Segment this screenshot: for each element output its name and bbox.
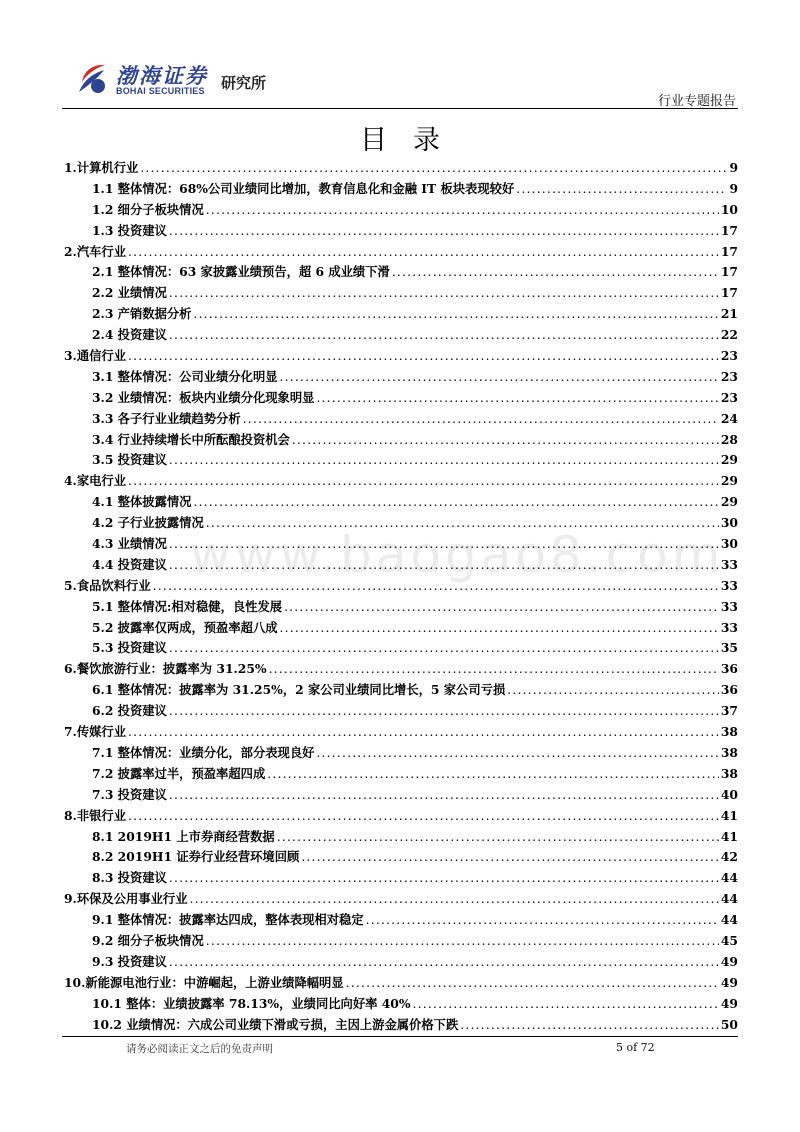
watermark: www.baogao8.com (190, 526, 725, 584)
toc-entry-page: 29 (720, 452, 738, 468)
toc-dot-leader (284, 597, 719, 618)
toc-entry-page: 30 (720, 536, 738, 552)
toc-entry-page: 10 (720, 201, 738, 217)
toc-section-entry[interactable] (64, 638, 738, 659)
toc-dot-leader (392, 262, 719, 283)
toc-entry-page: 29 (720, 473, 738, 489)
toc-entry-page: 42 (720, 849, 738, 865)
toc-entry-page: 44 (720, 912, 738, 928)
toc-dot-leader (316, 743, 718, 764)
toc-chapter-entry[interactable] (64, 346, 738, 367)
toc-dot-leader (169, 555, 719, 576)
toc-entry-page: 36 (720, 682, 738, 698)
toc-entry-page: 41 (720, 828, 738, 844)
toc-entry-label: 2.1 整体情况：63 家披露业绩预告，超 6 成业绩下滑 (92, 264, 390, 280)
footer-divider (62, 1036, 738, 1037)
toc-entry-label: 1.1 整体情况：68%公司业绩同比增加，教育信息化和金融 IT 板块表现较好 (92, 180, 515, 196)
toc-entry-label: 7.传媒行业 (64, 724, 127, 740)
toc-entry-page: 17 (720, 243, 738, 259)
toc-entry-page: 41 (720, 807, 738, 823)
bohai-logo-icon (76, 62, 108, 96)
toc-entry-label: 4.3 业绩情况 (92, 536, 167, 552)
logo-chinese-name: 渤海证券 (116, 64, 208, 88)
toc-entry-page: 33 (720, 598, 738, 614)
toc-dot-leader (277, 827, 719, 848)
toc-dot-leader (413, 994, 719, 1015)
toc-chapter-entry[interactable] (64, 659, 738, 680)
toc-dot-leader (206, 931, 719, 952)
toc-section-entry[interactable] (64, 680, 738, 701)
toc-dot-leader (193, 492, 718, 513)
toc-section-entry[interactable] (64, 283, 738, 304)
toc-section-entry[interactable] (64, 952, 738, 973)
toc-dot-leader (269, 659, 719, 680)
toc-section-entry[interactable] (64, 764, 738, 785)
toc-dot-leader (206, 513, 719, 534)
page-header (62, 52, 738, 109)
toc-section-entry[interactable] (64, 618, 738, 639)
toc-entry-label: 4.家电行业 (64, 473, 127, 489)
toc-entry-label: 1.计算机行业 (64, 160, 139, 175)
toc-entry-page: 9 (729, 160, 738, 175)
toc-entry-page: 44 (720, 870, 738, 886)
toc-entry-page: 38 (720, 765, 738, 781)
toc-entry-label: 9.2 细分子板块情况 (92, 932, 204, 948)
toc-entry-label: 8.2 2019H1 证券行业经营环境回顾 (92, 849, 300, 865)
toc-section-entry[interactable] (64, 221, 738, 242)
toc-section-entry[interactable] (64, 430, 738, 451)
toc-section-entry[interactable] (64, 179, 738, 200)
toc-dot-leader (346, 973, 719, 994)
toc-entry-page: 38 (720, 724, 738, 740)
toc-section-entry[interactable] (64, 994, 738, 1015)
toc-section-entry[interactable] (64, 847, 738, 868)
toc-entry-label: 2.汽车行业 (64, 243, 127, 259)
toc-entry-label: 1.2 细分子板块情况 (92, 201, 204, 217)
toc-section-entry[interactable] (64, 534, 738, 555)
toc-dot-leader (193, 304, 718, 325)
toc-entry-page: 49 (720, 953, 738, 969)
page-number: 5 of 72 (616, 1041, 655, 1054)
toc-section-entry[interactable] (64, 304, 738, 325)
toc-entry-label: 6.餐饮旅游行业：披露率为 31.25% (64, 661, 267, 677)
toc-entry-page: 17 (720, 285, 738, 301)
toc-chapter-entry[interactable] (64, 973, 738, 994)
toc-entry-page: 23 (720, 389, 738, 405)
toc-entry-page: 21 (720, 306, 738, 322)
toc-chapter-entry[interactable] (64, 242, 738, 263)
toc-dot-leader (280, 618, 719, 639)
toc-entry-label: 3.5 投资建议 (92, 452, 167, 468)
toc-entry-page: 44 (720, 891, 738, 907)
logo-english-name: BOHAI SECURITIES (116, 86, 205, 96)
toc-entry-label: 2.3 产销数据分析 (92, 306, 192, 322)
toc-entry-label: 9.3 投资建议 (92, 953, 167, 969)
toc-entry-label: 7.2 披露率过半，预盈率超四成 (92, 765, 266, 781)
toc-section-entry[interactable] (64, 597, 738, 618)
toc-dot-leader (169, 450, 719, 471)
toc-entry-label: 6.2 投资建议 (92, 703, 167, 719)
toc-entry-label: 4.4 投资建议 (92, 556, 167, 572)
toc-dot-leader (516, 179, 727, 200)
toc-entry-label: 5.2 披露率仅两成，预盈率超八成 (92, 619, 278, 635)
toc-entry-label: 1.3 投资建议 (92, 222, 167, 238)
toc-entry-label: 9.环保及公用事业行业 (64, 891, 188, 907)
toc-entry-page: 30 (720, 515, 738, 531)
toc-entry-page: 36 (720, 661, 738, 677)
toc-dot-leader (169, 221, 719, 242)
toc-entry-page: 29 (720, 494, 738, 510)
toc-section-entry[interactable] (64, 409, 738, 430)
toc-section-entry[interactable] (64, 200, 738, 221)
toc-entry-page: 9 (729, 180, 738, 196)
toc-entry-label: 3.2 业绩情况：板块内业绩分化现象明显 (92, 389, 315, 405)
toc-entry-page: 37 (720, 703, 738, 719)
toc-chapter-entry[interactable] (64, 471, 738, 492)
toc-chapter-entry[interactable] (64, 576, 738, 597)
toc-entry-label: 7.3 投资建议 (92, 786, 167, 802)
toc-section-entry[interactable] (64, 388, 738, 409)
toc-entry-page: 33 (720, 619, 738, 635)
toc-dot-leader (301, 847, 719, 868)
toc-dot-leader (169, 534, 719, 555)
toc-entry-label: 8.1 2019H1 上市券商经营数据 (92, 828, 275, 844)
toc-dot-leader (128, 722, 719, 743)
toc-entry-label: 5.食品饮料行业 (64, 577, 151, 593)
toc-entry-label: 9.1 整体情况：披露率达四成，整体表现相对稳定 (92, 912, 364, 928)
table-of-contents (64, 158, 738, 1035)
toc-section-entry[interactable] (64, 262, 738, 283)
toc-entry-label: 3.通信行业 (64, 348, 127, 364)
toc-dot-leader (128, 806, 719, 827)
toc-entry-label: 8.非银行业 (64, 807, 127, 823)
toc-dot-leader (460, 1015, 719, 1036)
toc-chapter-entry[interactable] (64, 889, 738, 910)
toc-dot-leader (169, 701, 719, 722)
toc-dot-leader (507, 680, 719, 701)
toc-entry-page: 17 (720, 222, 738, 238)
toc-section-entry[interactable] (64, 827, 738, 848)
toc-entry-label: 4.1 整体披露情况 (92, 494, 192, 510)
toc-entry-label: 7.1 整体情况：业绩分化，部分表现良好 (92, 744, 315, 760)
toc-section-entry[interactable] (64, 701, 738, 722)
toc-section-entry[interactable] (64, 367, 738, 388)
toc-entry-label: 5.3 投资建议 (92, 640, 167, 656)
toc-entry-page: 50 (720, 1016, 738, 1032)
toc-dot-leader (128, 471, 719, 492)
toc-dot-leader (169, 868, 719, 889)
toc-entry-label: 6.1 整体情况：披露率为 31.25%，2 家公司业绩同比增长，5 家公司亏损 (92, 682, 506, 698)
toc-entry-page: 49 (720, 995, 738, 1011)
toc-dot-leader (153, 576, 719, 597)
toc-dot-leader (316, 388, 718, 409)
toc-entry-label: 10.2 业绩情况：六成公司业绩下滑或亏损，主因上游金属价格下跌 (92, 1016, 459, 1032)
toc-dot-leader (206, 200, 719, 221)
toc-dot-leader (140, 158, 727, 179)
toc-dot-leader (280, 367, 719, 388)
toc-section-entry[interactable] (64, 555, 738, 576)
toc-chapter-entry[interactable] (64, 722, 738, 743)
toc-entry-page: 33 (720, 577, 738, 593)
toc-chapter-entry[interactable] (64, 806, 738, 827)
toc-entry-label: 10.1 整体：业绩披露率 78.13%，业绩同比向好率 40% (92, 995, 411, 1011)
toc-entry-label: 4.2 子行业披露情况 (92, 515, 204, 531)
toc-section-entry[interactable] (64, 492, 738, 513)
toc-entry-page: 35 (720, 640, 738, 656)
toc-section-entry[interactable] (64, 1015, 738, 1036)
toc-entry-page: 22 (720, 327, 738, 343)
toc-dot-leader (169, 952, 719, 973)
toc-section-entry[interactable] (64, 785, 738, 806)
toc-section-entry[interactable] (64, 910, 738, 931)
toc-entry-label: 3.3 各子行业业绩趋势分析 (92, 410, 241, 426)
disclaimer-note: 请务必阅读正文之后的免责声明 (126, 1043, 273, 1055)
toc-dot-leader (190, 889, 719, 910)
toc-chapter-entry[interactable] (64, 158, 738, 179)
toc-entry-page: 45 (720, 932, 738, 948)
toc-dot-leader (366, 910, 719, 931)
toc-entry-page: 33 (720, 556, 738, 572)
toc-section-entry[interactable] (64, 868, 738, 889)
toc-entry-label: 3.1 整体情况：公司业绩分化明显 (92, 368, 278, 384)
toc-entry-label: 5.1 整体情况:相对稳健，良性发展 (92, 598, 283, 614)
toc-dot-leader (128, 242, 719, 263)
toc-section-entry[interactable] (64, 450, 738, 471)
toc-entry-label: 10.新能源电池行业：中游崛起，上游业绩降幅明显 (64, 974, 344, 990)
report-type-label: 行业专题报告 (657, 94, 736, 109)
toc-section-entry[interactable] (64, 325, 738, 346)
toc-section-entry[interactable] (64, 743, 738, 764)
toc-entry-page: 23 (720, 348, 738, 364)
toc-dot-leader (292, 430, 719, 451)
institute-label: 研究所 (221, 74, 267, 92)
toc-entry-page: 49 (720, 974, 738, 990)
toc-entry-page: 40 (720, 786, 738, 802)
toc-dot-leader (267, 764, 719, 785)
toc-entry-label: 3.4 行业持续增长中所酝酿投资机会 (92, 431, 290, 447)
toc-dot-leader (169, 638, 719, 659)
toc-entry-page: 24 (720, 410, 738, 426)
toc-dot-leader (169, 785, 719, 806)
toc-entry-label: 2.4 投资建议 (92, 327, 167, 343)
toc-entry-page: 38 (720, 744, 738, 760)
toc-entry-page: 28 (720, 431, 738, 447)
toc-entry-label: 8.3 投资建议 (92, 870, 167, 886)
toc-dot-leader (128, 346, 719, 367)
toc-section-entry[interactable] (64, 513, 738, 534)
toc-section-entry[interactable] (64, 931, 738, 952)
header-divider (62, 108, 738, 109)
toc-entry-page: 23 (720, 368, 738, 384)
toc-entry-label: 2.2 业绩情况 (92, 285, 167, 301)
toc-dot-leader (243, 409, 719, 430)
toc-entry-page: 17 (720, 264, 738, 280)
page-title: 目录 (360, 125, 466, 156)
toc-dot-leader (169, 283, 719, 304)
toc-dot-leader (169, 325, 719, 346)
